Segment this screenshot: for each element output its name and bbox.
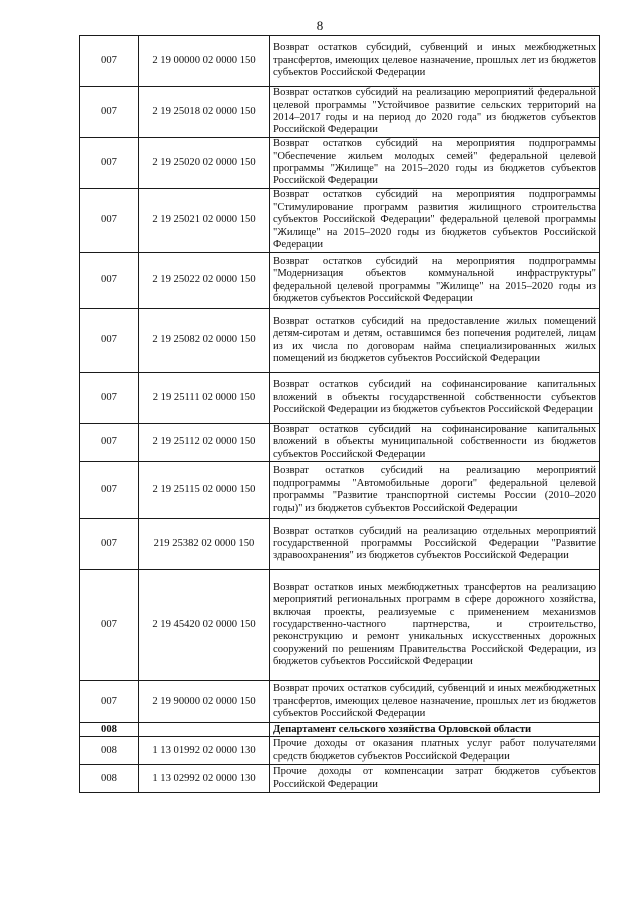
description-cell: Возврат остатков субсидий на предоставление жилых помещений детям-сиротам и детям, оставшимся без попечения родителей, лицам из их числа по договорам найма специализированных жилых помещений из бюджетов субъектов Российской Федерации	[270, 309, 600, 373]
budget-code-cell: 1 13 01992 02 0000 130	[139, 737, 270, 765]
admin-code-cell: 007	[80, 519, 139, 570]
table-row-department-heading	[80, 723, 600, 737]
admin-code-cell: 007	[80, 189, 139, 253]
budget-code-cell: 2 19 25020 02 0000 150	[139, 138, 270, 189]
budget-code-cell: 2 19 25082 02 0000 150	[139, 309, 270, 373]
table-row	[80, 309, 600, 373]
budget-code-cell: 2 19 00000 02 0000 150	[139, 36, 270, 87]
admin-code-cell: 007	[80, 570, 139, 681]
table-row	[80, 681, 600, 723]
description-cell: Возврат остатков субсидий на софинансирование капитальных вложений в объекты муниципальной собственности из бюджетов субъектов Российской Федерации	[270, 424, 600, 462]
budget-code-cell: 2 19 90000 02 0000 150	[139, 681, 270, 723]
table-row	[80, 424, 600, 462]
admin-code-cell: 007	[80, 424, 139, 462]
admin-code-cell: 007	[80, 462, 139, 519]
description-cell: Возврат остатков субсидий, субвенций и иных межбюджетных трансфертов, имеющих целевое назначение, прошлых лет из бюджетов субъектов Российской Федерации	[270, 36, 600, 87]
table-row	[80, 87, 600, 138]
budget-code-cell: 2 19 25022 02 0000 150	[139, 253, 270, 309]
table-row	[80, 36, 600, 87]
table-row	[80, 253, 600, 309]
budget-code-cell: 2 19 25112 02 0000 150	[139, 424, 270, 462]
table-row	[80, 462, 600, 519]
admin-code-cell: 007	[80, 253, 139, 309]
admin-code-cell: 007	[80, 138, 139, 189]
description-cell: Возврат остатков субсидий на софинансирование капитальных вложений в объекты государственной собственности субъектов Российской Федерации из бюджетов субъектов Российской Федерации	[270, 373, 600, 424]
budget-code-cell: 1 13 02992 02 0000 130	[139, 765, 270, 793]
budget-code-cell: 2 19 45420 02 0000 150	[139, 570, 270, 681]
budget-code-cell: 2 19 25018 02 0000 150	[139, 87, 270, 138]
admin-code-cell: 007	[80, 87, 139, 138]
budget-code-cell: 2 19 25115 02 0000 150	[139, 462, 270, 519]
description-cell: Прочие доходы от оказания платных услуг работ получателями средств бюджетов субъектов Российской Федерации	[270, 737, 600, 765]
description-cell: Возврат остатков субсидий на мероприятия подпрограммы "Обеспечение жильем молодых семей" федеральной целевой программы "Жилище" на 2015–2020 годы из бюджетов субъектов Российской Федерации	[270, 138, 600, 189]
table-row	[80, 570, 600, 681]
admin-code-cell: 007	[80, 681, 139, 723]
table-row	[80, 189, 600, 253]
table-row	[80, 138, 600, 189]
page-number: 8	[316, 18, 324, 33]
description-cell: Возврат остатков иных межбюджетных трансфертов на реализацию мероприятий региональных программ в сфере дорожного хозяйства, включая проекты, реализуемые с применением механизмов государственно-частного партнерства, и строительство, реконструкцию и ремонт уникальных искусственных дорожных сооружений по решениям Правительства Российской Федерации, из бюджетов субъектов Российской Федерации	[270, 570, 600, 681]
admin-code-cell: 008	[80, 737, 139, 765]
admin-code-cell: 008	[80, 723, 139, 737]
description-cell: Возврат остатков субсидий на реализацию мероприятий федеральной целевой программы "Устойчивое развитие сельских территорий на 2014–2017 годы и на период до 2020 года" из бюджетов субъектов Российской Федерации	[270, 87, 600, 138]
description-cell: Возврат остатков субсидий на мероприятия подпрограммы "Стимулирование программ развития жилищного строительства субъектов Российской Федерации" федеральной целевой программы "Жилище" на 2015–2020 годы из бюджетов субъектов Российской Федерации	[270, 189, 600, 253]
description-cell: Возврат остатков субсидий на мероприятия подпрограммы "Модернизация объектов коммунальной инфраструктуры" федеральной целевой программы "Жилище" на 2015–2020 годы из бюджетов субъектов Российской Федерации	[270, 253, 600, 309]
admin-code-cell: 008	[80, 765, 139, 793]
admin-code-cell: 007	[80, 309, 139, 373]
table-row	[80, 373, 600, 424]
admin-code-cell: 007	[80, 36, 139, 87]
budget-code-cell: 2 19 25021 02 0000 150	[139, 189, 270, 253]
description-cell: Возврат остатков субсидий на реализацию отдельных мероприятий государственной программы Российской Федерации "Развитие здравоохранения" из бюджетов субъектов Российской Федерации	[270, 519, 600, 570]
budget-code-cell	[139, 723, 270, 737]
description-cell: Прочие доходы от компенсации затрат бюджетов субъектов Российской Федерации	[270, 765, 600, 793]
budget-code-cell: 2 19 25111 02 0000 150	[139, 373, 270, 424]
table-row	[80, 737, 600, 765]
table-row	[80, 519, 600, 570]
budget-code-cell: 219 25382 02 0000 150	[139, 519, 270, 570]
description-cell: Возврат остатков субсидий на реализацию мероприятий подпрограммы "Автомобильные дороги" федеральной целевой программы "Развитие транспортной системы России (2010–2020 годы)" из бюджетов субъектов Российской Федерации	[270, 462, 600, 519]
admin-code-cell: 007	[80, 373, 139, 424]
budget-classification-table	[79, 35, 600, 793]
table-row	[80, 765, 600, 793]
description-cell: Возврат прочих остатков субсидий, субвенций и иных межбюджетных трансфертов, имеющих целевое назначение, прошлых лет из бюджетов субъектов Российской Федерации	[270, 681, 600, 723]
department-name-cell: Департамент сельского хозяйства Орловской области	[270, 723, 600, 737]
